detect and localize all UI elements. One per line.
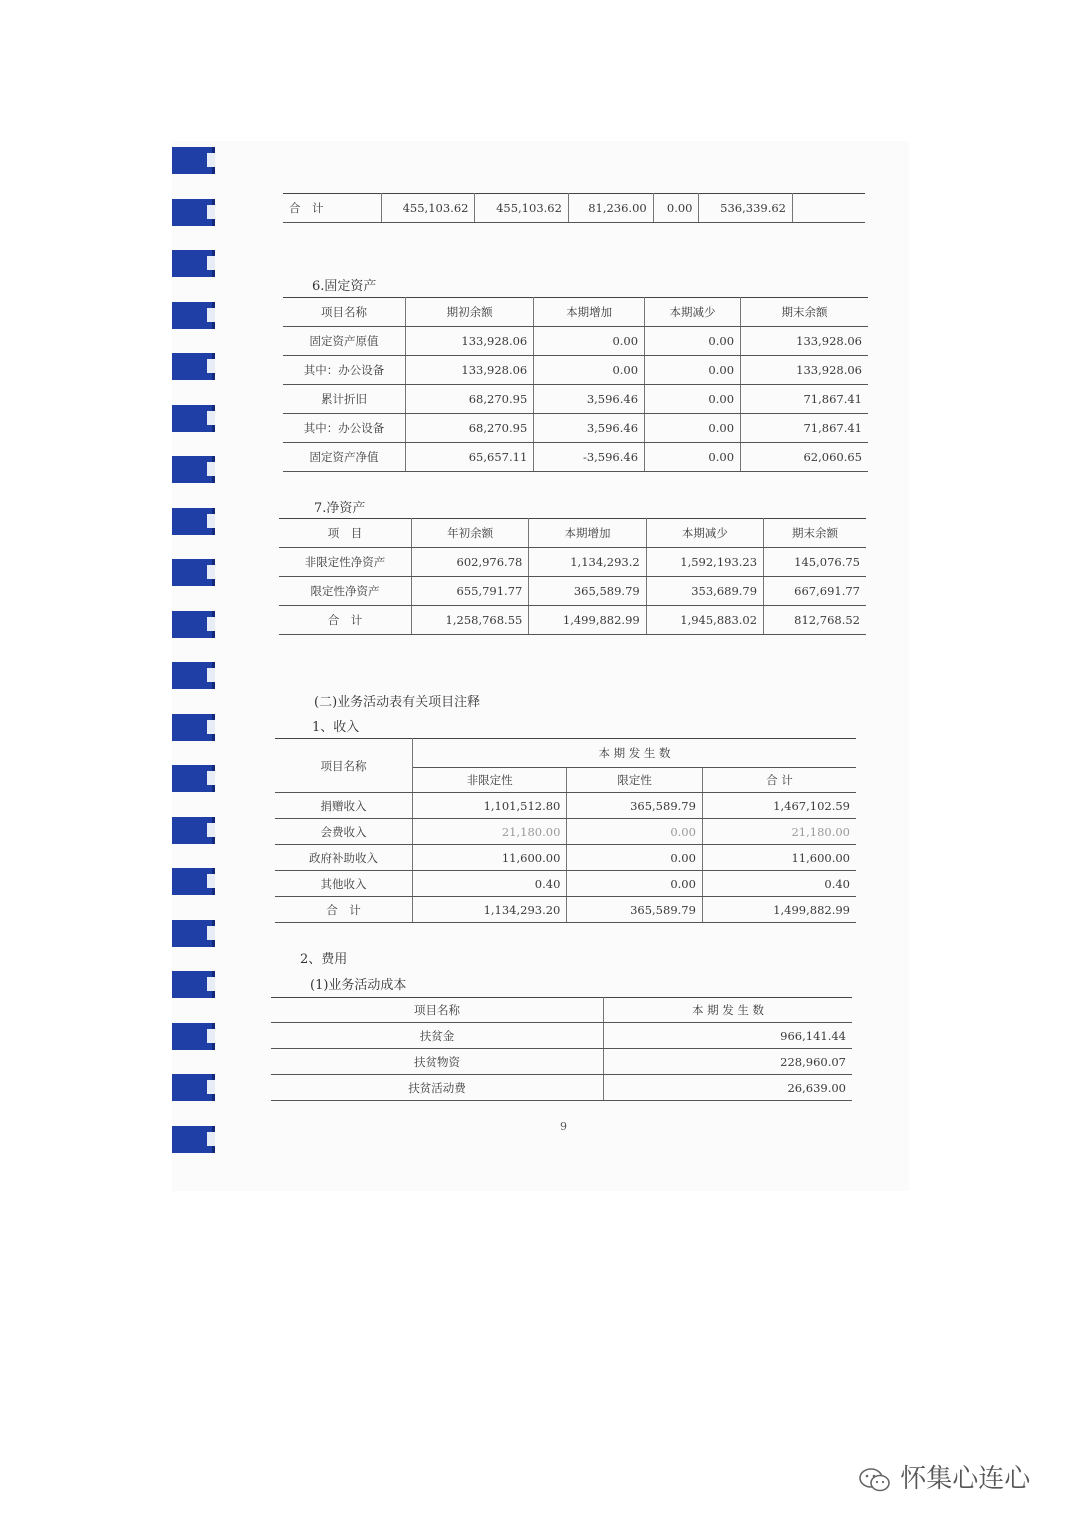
binding-ring	[172, 508, 215, 535]
column-header: 项目名称	[275, 739, 413, 793]
row-label: 扶贫物资	[271, 1049, 604, 1075]
expenses-table	[271, 997, 852, 1101]
net-assets-heading: 7.净资产	[314, 501, 366, 516]
row-label: 政府补助收入	[275, 845, 413, 871]
row-label: 合 计	[275, 897, 413, 923]
table-row	[279, 548, 866, 577]
binding-ring	[172, 1023, 215, 1050]
table-cell: 1,134,293.20	[413, 897, 567, 923]
row-label: 合 计	[279, 606, 412, 635]
table-cell: 228,960.07	[604, 1049, 853, 1075]
binding-ring	[172, 765, 215, 792]
row-label: 其中：办公设备	[283, 414, 406, 443]
binding-ring	[172, 868, 215, 895]
totals-cell	[793, 194, 866, 223]
column-header: 期末余额	[764, 519, 866, 548]
table-row	[283, 443, 868, 472]
table-cell: 11,600.00	[413, 845, 567, 871]
table-cell: 655,791.77	[412, 577, 529, 606]
table-cell: 1,499,882.99	[702, 897, 856, 923]
carryover-totals-table	[283, 193, 865, 223]
table-cell: 0.00	[645, 414, 741, 443]
column-header: 限定性	[567, 768, 703, 793]
totals-cell: 455,103.62	[475, 194, 568, 223]
watermark	[858, 1458, 1030, 1495]
column-header: 本 期 发 生 数	[604, 998, 853, 1023]
activity-notes-heading: (二)业务活动表有关项目注释	[314, 695, 481, 710]
binding-ring	[172, 405, 215, 432]
watermark-text: 怀集心连心	[900, 1464, 1031, 1494]
wechat-icon	[858, 1467, 892, 1493]
table-row	[283, 356, 868, 385]
binding-ring	[172, 456, 215, 483]
table-cell: 0.00	[534, 356, 645, 385]
table-row	[283, 194, 865, 223]
fixed-assets-table	[283, 297, 868, 472]
table-cell: 966,141.44	[604, 1023, 853, 1049]
expenses-subheading: (1)业务活动成本	[310, 978, 407, 993]
table-cell: 1,134,293.2	[529, 548, 646, 577]
column-header: 本期增加	[529, 519, 646, 548]
row-label: 限定性净资产	[279, 577, 412, 606]
table-cell: 667,691.77	[764, 577, 866, 606]
row-label: 累计折旧	[283, 385, 406, 414]
page-number: 9	[560, 1120, 567, 1133]
table-row	[271, 1023, 852, 1049]
table-row	[271, 1075, 852, 1101]
table-cell: 0.00	[645, 327, 741, 356]
table-row	[275, 845, 856, 871]
table-header-row	[271, 998, 852, 1023]
table-row	[283, 385, 868, 414]
column-group-header: 本 期 发 生 数	[413, 739, 857, 768]
table-row	[275, 871, 856, 897]
column-header: 本期减少	[646, 519, 763, 548]
column-header: 项目名称	[271, 998, 604, 1023]
table-cell: 365,589.79	[567, 897, 703, 923]
table-row	[283, 414, 868, 443]
table-row	[271, 1049, 852, 1075]
table-cell: 0.00	[534, 327, 645, 356]
table-header-row	[283, 298, 868, 327]
binding-ring	[172, 817, 215, 844]
column-header: 年初余额	[412, 519, 529, 548]
table-cell: 365,589.79	[567, 793, 703, 819]
column-header: 期初余额	[406, 298, 534, 327]
table-cell: 0.00	[567, 819, 703, 845]
table-row	[275, 819, 856, 845]
table-cell: 26,639.00	[604, 1075, 853, 1101]
table-cell: 353,689.79	[646, 577, 763, 606]
row-label: 扶贫金	[271, 1023, 604, 1049]
table-row	[279, 606, 866, 635]
table-cell: 1,945,883.02	[646, 606, 763, 635]
column-header: 本期减少	[645, 298, 741, 327]
table-cell: 1,101,512.80	[413, 793, 567, 819]
table-cell: 3,596.46	[534, 414, 645, 443]
binding-ring	[172, 920, 215, 947]
net-assets-table	[279, 518, 866, 635]
totals-label: 合 计	[283, 194, 382, 223]
totals-cell: 536,339.62	[699, 194, 793, 223]
totals-cell: 0.00	[653, 194, 699, 223]
column-header: 非限定性	[413, 768, 567, 793]
totals-cell: 455,103.62	[382, 194, 475, 223]
binding-ring	[172, 611, 215, 638]
table-row	[275, 793, 856, 819]
table-row	[283, 327, 868, 356]
binding-ring	[172, 302, 215, 329]
fixed-assets-heading: 6.固定资产	[312, 279, 377, 294]
binding-ring	[172, 559, 215, 586]
table-cell: 1,499,882.99	[529, 606, 646, 635]
binding-ring	[172, 199, 215, 226]
row-label: 非限定性净资产	[279, 548, 412, 577]
table-cell: 133,928.06	[741, 327, 868, 356]
table-cell: 1,592,193.23	[646, 548, 763, 577]
income-heading: 1、收入	[312, 720, 360, 735]
spiral-binding	[172, 141, 212, 1191]
table-cell: 11,600.00	[702, 845, 856, 871]
table-cell: 65,657.11	[406, 443, 534, 472]
table-cell: 0.00	[645, 356, 741, 385]
row-label: 固定资产原值	[283, 327, 406, 356]
table-row	[279, 577, 866, 606]
table-cell: 21,180.00	[702, 819, 856, 845]
table-cell: 602,976.78	[412, 548, 529, 577]
table-cell: 68,270.95	[406, 414, 534, 443]
expenses-heading: 2、费用	[300, 952, 348, 967]
table-cell: 0.00	[645, 443, 741, 472]
binding-ring	[172, 714, 215, 741]
row-label: 扶贫活动费	[271, 1075, 604, 1101]
table-cell: 0.00	[645, 385, 741, 414]
table-cell: 133,928.06	[741, 356, 868, 385]
binding-ring	[172, 147, 215, 174]
row-label: 其他收入	[275, 871, 413, 897]
table-cell: 71,867.41	[741, 414, 868, 443]
binding-ring	[172, 353, 215, 380]
binding-ring	[172, 1126, 215, 1153]
table-cell: 145,076.75	[764, 548, 866, 577]
column-header: 本期增加	[534, 298, 645, 327]
table-cell: 0.00	[567, 845, 703, 871]
binding-ring	[172, 662, 215, 689]
table-cell: 1,258,768.55	[412, 606, 529, 635]
binding-ring	[172, 971, 215, 998]
table-cell: 133,928.06	[406, 356, 534, 385]
column-header: 期末余额	[741, 298, 868, 327]
row-label: 其中：办公设备	[283, 356, 406, 385]
row-label: 捐赠收入	[275, 793, 413, 819]
totals-cell: 81,236.00	[568, 194, 653, 223]
column-header: 合 计	[702, 768, 856, 793]
table-cell: 1,467,102.59	[702, 793, 856, 819]
table-cell: 0.40	[702, 871, 856, 897]
table-cell: 68,270.95	[406, 385, 534, 414]
table-cell: -3,596.46	[534, 443, 645, 472]
table-cell: 21,180.00	[413, 819, 567, 845]
row-label: 会费收入	[275, 819, 413, 845]
table-cell: 0.40	[413, 871, 567, 897]
column-header: 项目名称	[283, 298, 406, 327]
table-cell: 365,589.79	[529, 577, 646, 606]
table-cell: 133,928.06	[406, 327, 534, 356]
table-cell: 62,060.65	[741, 443, 868, 472]
binding-ring	[172, 250, 215, 277]
row-label: 固定资产净值	[283, 443, 406, 472]
binding-ring	[172, 1074, 215, 1101]
table-cell: 71,867.41	[741, 385, 868, 414]
table-row	[275, 897, 856, 923]
column-header: 项 目	[279, 519, 412, 548]
income-table	[275, 738, 856, 923]
table-cell: 3,596.46	[534, 385, 645, 414]
table-cell: 812,768.52	[764, 606, 866, 635]
table-header-row	[275, 739, 856, 768]
table-cell: 0.00	[567, 871, 703, 897]
table-header-row	[279, 519, 866, 548]
